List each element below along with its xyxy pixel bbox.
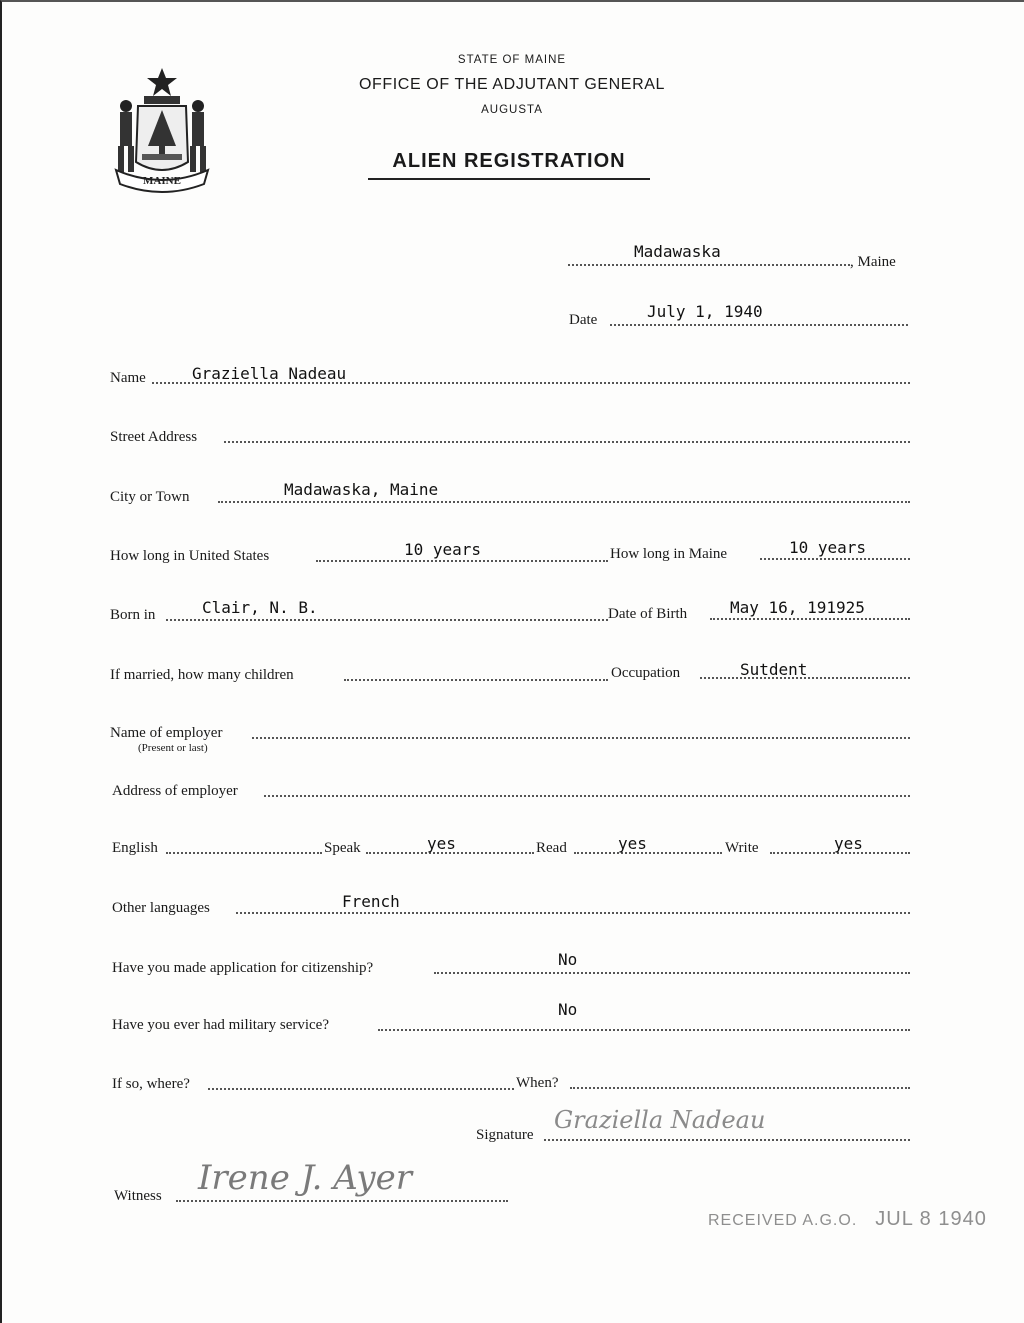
employer-address-label: Address of employer [112,783,238,799]
employer-address-line [264,795,910,797]
seal-banner-text: MAINE [143,175,181,187]
speak-label: Speak [324,840,361,856]
english-line [166,852,322,854]
employer-label: Name of employer [110,725,223,741]
children-label: If married, how many children [110,667,294,683]
date-line [610,324,908,326]
header-state: STATE OF MAINE [457,54,567,66]
form-title: ALIEN REGISTRATION [368,150,650,180]
occupation-label: Occupation [611,665,681,681]
read-line [574,852,722,854]
when-label: When? [516,1075,559,1091]
received-stamp [708,1208,987,1231]
street-line [224,441,910,443]
dob-value[interactable]: May 16, 191925 [730,598,865,617]
date-label: Date [569,312,598,328]
citizenship-label: Have you made application for citizenship? [112,960,374,976]
city-value[interactable]: Madawaska, Maine [284,480,439,499]
write-label: Write [725,840,759,856]
military-label: Have you ever had military service? [112,1017,329,1033]
born-in-value[interactable]: Clair, N. B. [202,598,318,617]
children-line [344,679,608,681]
name-value[interactable]: Graziella Nadeau [192,364,347,383]
military-value[interactable]: No [558,1000,578,1019]
how-long-maine-label: How long in Maine [610,546,728,562]
occupation-value[interactable]: Sutdent [740,660,808,679]
dob-line [710,618,910,620]
other-languages-value[interactable]: French [342,892,400,911]
state-label: , Maine [850,254,896,270]
maine-state-seal-icon [108,66,216,194]
how-long-maine-line [760,558,910,560]
citizenship-value[interactable]: No [558,950,578,969]
town-line [568,264,850,266]
signature-line [544,1139,910,1141]
speak-value[interactable]: yes [427,834,456,853]
where-label: If so, where? [112,1076,190,1092]
other-languages-line [236,912,910,914]
city-label: City or Town [110,489,190,505]
signature-label: Signature [476,1127,534,1143]
how-long-maine-value[interactable]: 10 years [789,538,867,557]
name-label: Name [110,370,146,386]
citizenship-line [434,972,910,974]
witness-line [176,1200,508,1202]
dob-label: Date of Birth [608,606,688,622]
employer-line [252,737,910,739]
witness-handwriting[interactable]: Irene J. Ayer [198,1158,412,1198]
where-line [208,1088,514,1090]
how-long-us-label: How long in United States [110,548,270,564]
when-line [570,1087,910,1089]
header-office: OFFICE OF THE ADJUTANT GENERAL [358,76,666,93]
city-line [218,501,910,503]
witness-label: Witness [114,1188,162,1204]
born-in-label: Born in [110,607,156,623]
employer-sublabel: (Present or last) [138,742,208,754]
street-label: Street Address [110,429,198,445]
military-line [378,1029,910,1031]
how-long-us-value[interactable]: 10 years [404,540,482,559]
other-languages-label: Other languages [112,900,210,916]
header-city: AUGUSTA [481,104,543,116]
town-value[interactable]: Madawaska [634,242,721,261]
date-value[interactable]: July 1, 1940 [647,302,763,321]
stamp-text: RECEIVED A.G.O. [708,1212,858,1229]
read-label: Read [536,840,567,856]
signature-handwriting[interactable]: Graziella Nadeau [554,1106,766,1134]
stamp-date: JUL 8 1940 [875,1208,987,1230]
read-value[interactable]: yes [618,834,647,853]
write-value[interactable]: yes [834,834,863,853]
how-long-us-line [316,560,608,562]
english-label: English [112,840,158,856]
born-in-line [166,619,608,621]
